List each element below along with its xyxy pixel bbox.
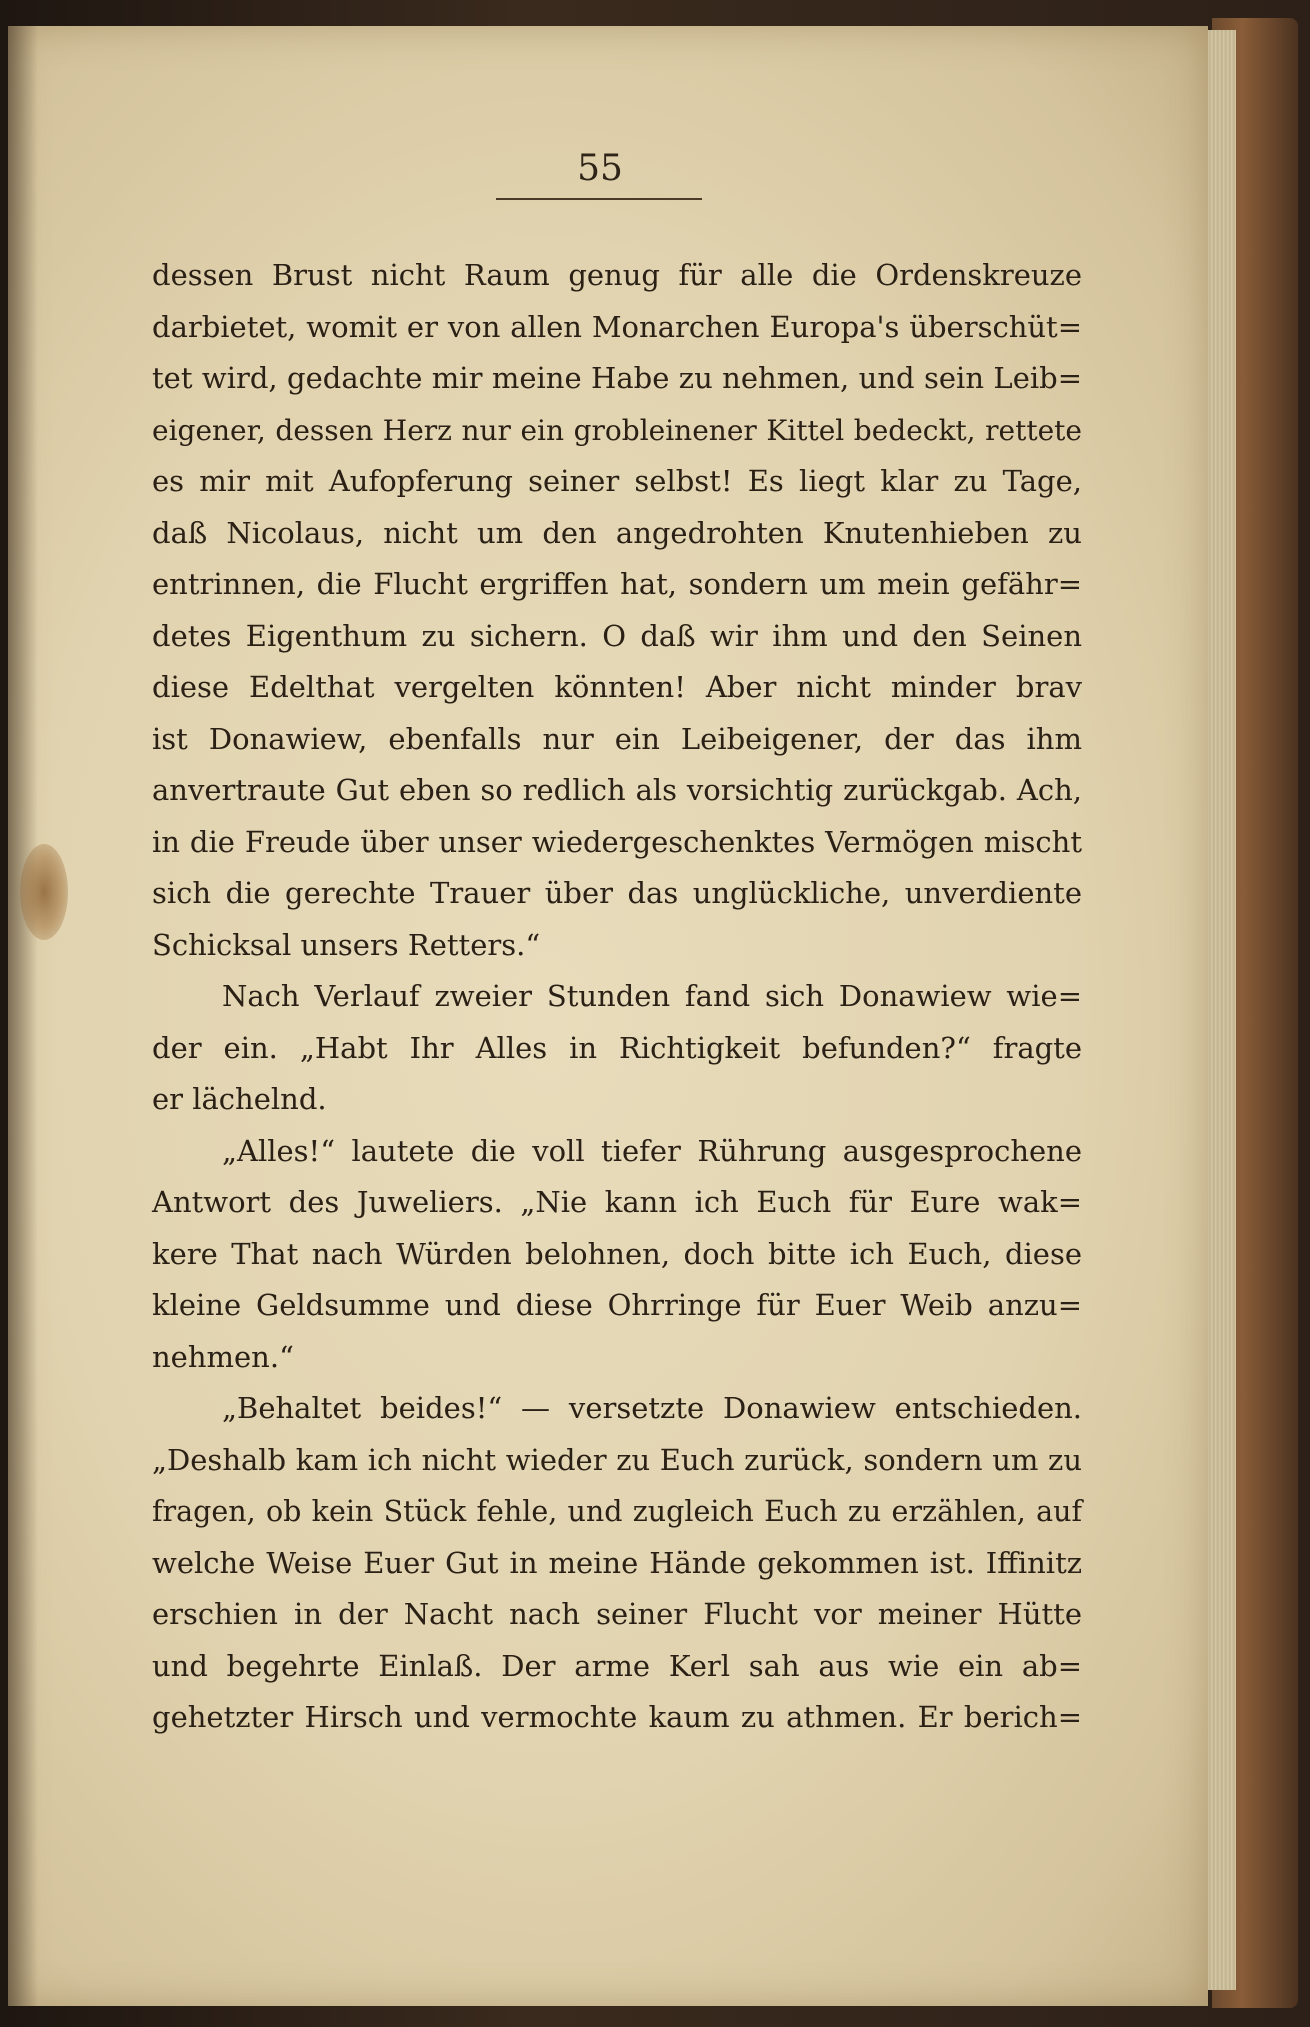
text-line: diese Edelthat vergelten könnten! Aber nicht minder brav	[152, 670, 1082, 704]
text-line: es mir mit Aufopferung seiner selbst! Es liegt klar zu Tage,	[152, 464, 1082, 498]
header-rule	[496, 198, 702, 200]
text-line: „Alles!“ lautete die voll tiefer Rührung ausgesprochene	[222, 1133, 1082, 1168]
text-line: fragen, ob kein Stück fehle, und zugleich Euch zu erzählen, auf	[152, 1495, 1082, 1528]
text-line: der ein. „Habt Ihr Alles in Richtigkeit befunden?“ fragte	[152, 1030, 1082, 1065]
text-line: Schicksal unsers Retters.“	[152, 927, 541, 962]
text-line: sich die gerechte Trauer über das unglückliche, unverdiente	[152, 876, 1082, 910]
text-line: nehmen.“	[152, 1339, 294, 1374]
text-line: gehetzter Hirsch und vermochte kaum zu athmen. Er berich=	[152, 1700, 1082, 1734]
text-line: daß Nicolaus, nicht um den angedrohten Knutenhieben zu	[152, 515, 1082, 550]
text-line: kleine Geldsumme und diese Ohrringe für Euer Weib anzu=	[152, 1288, 1082, 1322]
text-line: er lächelnd.	[152, 1082, 327, 1116]
text-line: und begehrte Einlaß. Der arme Kerl sah aus wie ein ab=	[152, 1648, 1082, 1683]
text-line: ist Donawiew, ebenfalls nur ein Leibeigener, der das ihm	[152, 721, 1082, 756]
text-line: eigener, dessen Herz nur ein grobleinener Kittel bedeckt, rettete	[152, 413, 1082, 447]
text-line: anvertraute Gut eben so redlich als vorsichtig zurückgab. Ach,	[152, 773, 1082, 807]
stain-mark	[20, 844, 68, 940]
text-line: Antwort des Juweliers. „Nie kann ich Euch für Eure wak=	[152, 1185, 1082, 1219]
gutter-shadow	[8, 26, 38, 2006]
text-line: darbietet, womit er von allen Monarchen Europa's überschüt=	[152, 309, 1082, 344]
text-line: „Deshalb kam ich nicht wieder zu Euch zurück, sondern um zu	[152, 1442, 1082, 1477]
text-line: „Behaltet beides!“ — versetzte Donawiew entschieden.	[222, 1391, 1082, 1425]
text-line: in die Freude über unser wiedergeschenktes Vermögen mischt	[152, 824, 1082, 859]
text-line: welche Weise Euer Gut in meine Hände gekommen ist. Iffinitz	[152, 1545, 1082, 1580]
body-text	[152, 250, 1082, 1744]
text-line: dessen Brust nicht Raum genug für alle die Ordenskreuze	[152, 258, 1082, 292]
text-line: detes Eigenthum zu sichern. O daß wir ihm und den Seinen	[152, 618, 1082, 653]
text-line: Nach Verlauf zweier Stunden fand sich Donawiew wie=	[222, 979, 1082, 1013]
page-number: 55	[577, 148, 623, 189]
text-line: tet wird, gedachte mir meine Habe zu nehmen, und sein Leib=	[152, 361, 1082, 395]
text-line: kere That nach Würden belohnen, doch bitte ich Euch, diese	[152, 1236, 1082, 1271]
text-line: erschien in der Nacht nach seiner Flucht vor meiner Hütte	[152, 1597, 1082, 1631]
text-line: entrinnen, die Flucht ergriffen hat, sondern um mein gefähr=	[152, 567, 1082, 601]
